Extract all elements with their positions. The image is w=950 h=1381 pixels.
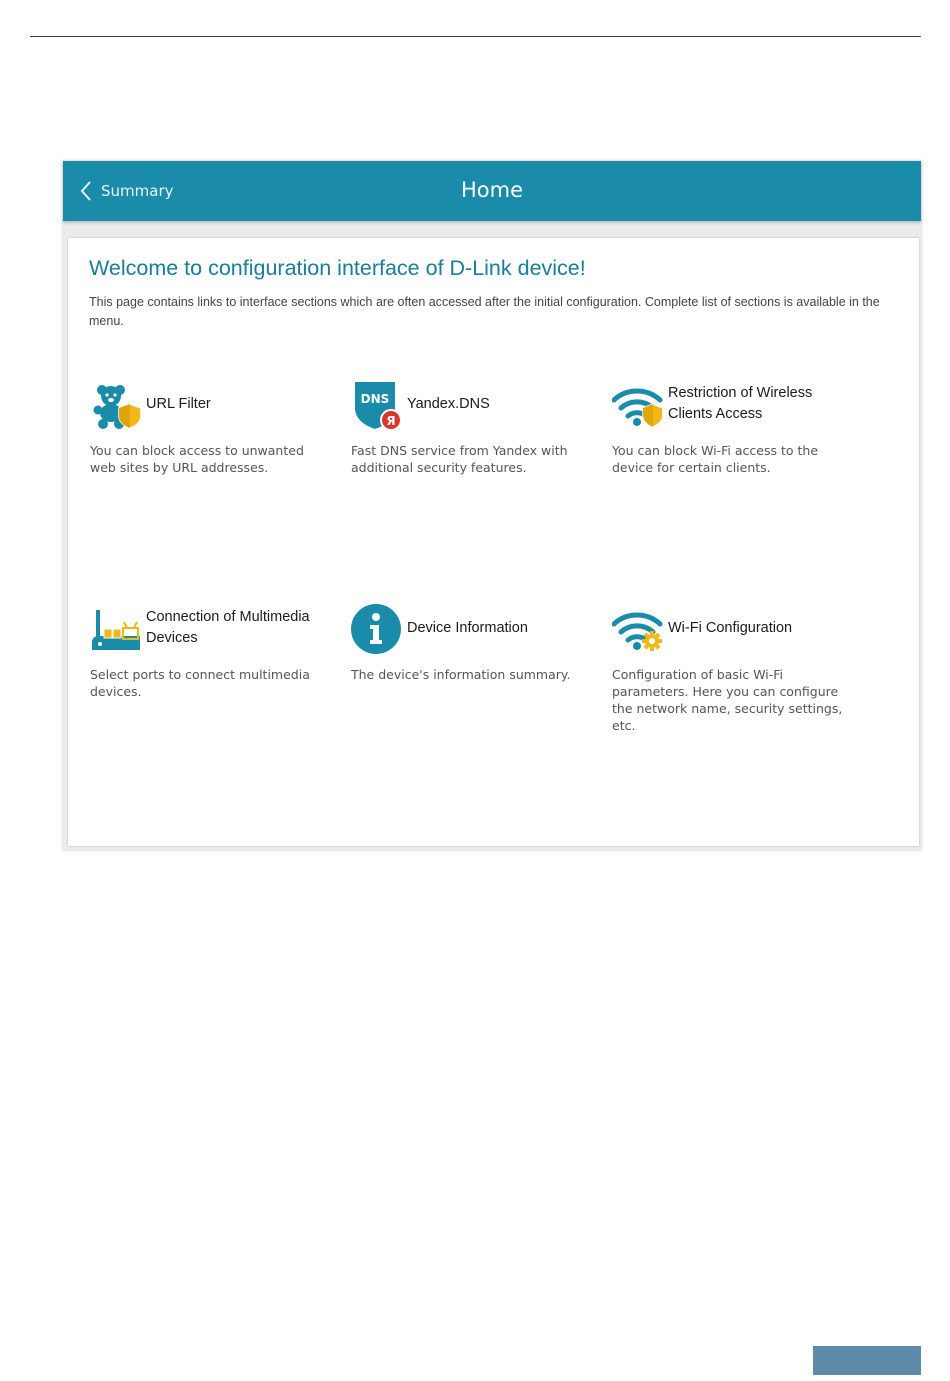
tile-title: URL Filter	[146, 396, 211, 412]
page-footer-tab	[813, 1346, 921, 1375]
wifi-shield-icon	[612, 380, 664, 432]
tile-yandex-dns[interactable]	[351, 380, 601, 490]
tile-description: The device's information summary.	[351, 667, 571, 682]
tile-url-filter[interactable]	[90, 380, 340, 490]
tile-title: Wi-Fi Configuration	[668, 620, 793, 636]
tile-wifi-configuration[interactable]	[612, 604, 862, 733]
tile-description: Fast DNS service from Yandex with additional security features.	[351, 443, 568, 475]
welcome-heading: Welcome to configuration interface of D-Link device!	[89, 256, 586, 280]
tile-description: You can block Wi-Fi access to the device for certain clients.	[612, 443, 819, 475]
welcome-intro: This page contains links to interface sections which are often accessed after the initial configuration. Complete list of sections is available in the menu.	[89, 295, 880, 328]
tile-title: Device Information	[407, 620, 528, 636]
yandex-badge-text: Я	[386, 414, 396, 428]
router-tv-icon	[90, 604, 142, 656]
wifi-gear-icon	[612, 604, 664, 656]
page-title: Home	[460, 178, 523, 202]
page-top-rule	[30, 36, 921, 37]
back-button-label: Summary	[101, 182, 174, 200]
tile-device-information[interactable]	[351, 604, 601, 714]
tile-wireless-restriction[interactable]	[612, 380, 862, 490]
tile-title: Connection of Multimedia Devices	[146, 609, 310, 646]
teddy-bear-shield-icon	[90, 380, 142, 432]
dns-shield-icon	[351, 380, 403, 432]
header-bar	[63, 161, 921, 221]
dns-icon-text: DNS	[360, 392, 390, 406]
tile-description: Configuration of basic Wi-Fi parameters. Here you can configure the network name, security settings, etc.	[612, 667, 843, 733]
tile-title: Yandex.DNS	[407, 396, 490, 412]
tile-title: Restriction of Wireless Clients Access	[668, 385, 813, 422]
info-icon	[351, 604, 403, 656]
tile-description: Select ports to connect multimedia devices.	[90, 667, 310, 699]
tile-multimedia-devices[interactable]	[90, 604, 340, 714]
tile-description: You can block access to unwanted web sites by URL addresses.	[90, 443, 304, 475]
